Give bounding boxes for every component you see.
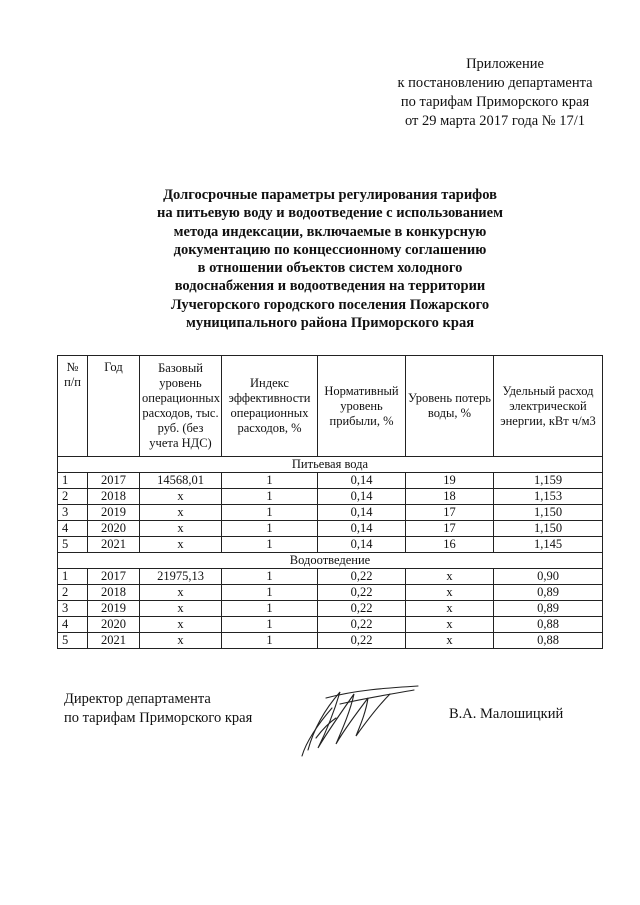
table-cell: 5 (58, 633, 88, 649)
title-line: метода индексации, включаемые в конкурсную (173, 223, 487, 240)
table-cell: 2021 (88, 537, 140, 553)
table-cell: 0,14 (318, 489, 406, 505)
table-cell: 1,150 (494, 505, 603, 521)
table-cell: 19 (406, 473, 494, 489)
appendix-block (385, 55, 605, 131)
table-cell: 1 (222, 601, 318, 617)
table-cell: 1 (222, 633, 318, 649)
title-line: Долгосрочные параметры регулирования тарифов (163, 187, 497, 203)
table-cell: 0,22 (318, 585, 406, 601)
table-cell: 1 (222, 617, 318, 633)
table-row (58, 489, 603, 505)
table-cell: 4 (58, 617, 88, 633)
table-cell: 1,153 (494, 489, 603, 505)
table-cell: 2021 (88, 633, 140, 649)
table-cell: 0,89 (494, 601, 603, 617)
table-cell: 0,88 (494, 617, 603, 633)
table-cell: 1 (222, 537, 318, 553)
table-cell: 1 (222, 569, 318, 585)
table-cell: х (140, 537, 222, 553)
title-line: в отношении объектов систем холодного (197, 260, 463, 277)
table-cell: 0,89 (494, 585, 603, 601)
title-line: водоснабжения и водоотведения на территории (174, 278, 486, 295)
table-cell: 17 (406, 505, 494, 521)
table-row (58, 505, 603, 521)
document-title (120, 186, 540, 332)
table-body (58, 457, 603, 649)
table-cell: 18 (406, 489, 494, 505)
table-cell: 1 (58, 569, 88, 585)
header-number: № п/п (58, 356, 88, 457)
table-cell: 0,22 (318, 617, 406, 633)
table-row (58, 537, 603, 553)
appendix-line: от 29 марта 2017 года № 17/1 (404, 113, 585, 129)
table-cell: 1 (58, 473, 88, 489)
parameters-table (57, 355, 603, 649)
table-row (58, 473, 603, 489)
table-cell: 0,22 (318, 633, 406, 649)
table-cell: х (406, 617, 494, 633)
table-cell: 0,22 (318, 601, 406, 617)
section-row (58, 553, 603, 569)
table-cell: 2 (58, 585, 88, 601)
title-line: муниципального района Приморского края (185, 315, 475, 332)
table-cell: 0,88 (494, 633, 603, 649)
signer-position (64, 690, 252, 728)
table-cell: х (406, 569, 494, 585)
signer-name: В.А. Малошицкий (449, 706, 564, 722)
header-base-costs: Базовый уровень операционных расходов, тыс. руб. (без учета НДС) (140, 356, 222, 457)
table-cell: 2020 (88, 521, 140, 537)
table-header-row (58, 356, 603, 457)
table-cell: 0,14 (318, 473, 406, 489)
header-year: Год (88, 356, 140, 457)
title-line: Лучегорского городского поселения Пожарского (170, 296, 490, 313)
table-row (58, 585, 603, 601)
section-title: Водоотведение (58, 553, 603, 569)
appendix-title: Приложение (466, 56, 544, 72)
table-cell: х (140, 617, 222, 633)
table-cell: 0,14 (318, 505, 406, 521)
table-cell: 5 (58, 537, 88, 553)
table-cell: 1 (222, 585, 318, 601)
table-cell: х (140, 585, 222, 601)
title-line: документацию по концессионному соглашению (173, 241, 487, 258)
table-row (58, 633, 603, 649)
table-cell: 1 (222, 505, 318, 521)
table-cell: 1,159 (494, 473, 603, 489)
table-cell: 1 (222, 489, 318, 505)
table-cell: 2017 (88, 473, 140, 489)
header-water-loss: Уровень потерь воды, % (406, 356, 494, 457)
table-cell: 1,150 (494, 521, 603, 537)
table-cell: 0,90 (494, 569, 603, 585)
table-cell: 2017 (88, 569, 140, 585)
table-cell: х (406, 585, 494, 601)
table-cell: 2018 (88, 489, 140, 505)
appendix-line: по тарифам Приморского края (400, 94, 590, 110)
table-row (58, 601, 603, 617)
table-cell: 2019 (88, 601, 140, 617)
table-cell: х (140, 601, 222, 617)
title-line: на питьевую воду и водоотведение с использованием (157, 205, 503, 222)
table-cell: 1 (222, 473, 318, 489)
table-cell: 2 (58, 489, 88, 505)
table-cell: 0,14 (318, 521, 406, 537)
table-cell: 21975,13 (140, 569, 222, 585)
table-row (58, 569, 603, 585)
table-cell: х (140, 633, 222, 649)
table-cell: 2019 (88, 505, 140, 521)
table-cell: 0,22 (318, 569, 406, 585)
section-title: Питьевая вода (58, 457, 603, 473)
table-cell: х (406, 633, 494, 649)
table-cell: 16 (406, 537, 494, 553)
header-efficiency-index: Индекс эффективности операционных расходов, % (222, 356, 318, 457)
table-cell: 2020 (88, 617, 140, 633)
table-cell: х (406, 601, 494, 617)
header-profit-level: Нормативный уровень прибыли, % (318, 356, 406, 457)
table-cell: 1,145 (494, 537, 603, 553)
table-cell: 3 (58, 505, 88, 521)
table-cell: х (140, 505, 222, 521)
table-row (58, 521, 603, 537)
appendix-line: к постановлению департамента (397, 75, 593, 91)
table-cell: 1 (222, 521, 318, 537)
section-row (58, 457, 603, 473)
table-cell: х (140, 521, 222, 537)
table-cell: 2018 (88, 585, 140, 601)
handwritten-signature (296, 678, 426, 758)
table-cell: 4 (58, 521, 88, 537)
table-cell: 14568,01 (140, 473, 222, 489)
table-cell: 3 (58, 601, 88, 617)
table-cell: 17 (406, 521, 494, 537)
signer-position-line: Директор департамента (64, 691, 211, 707)
header-energy-consumption: Удельный расход электрической энергии, кВт ч/м3 (494, 356, 603, 457)
table-cell: х (140, 489, 222, 505)
signer-position-line: по тарифам Приморского края (64, 710, 253, 726)
table-cell: 0,14 (318, 537, 406, 553)
table-row (58, 617, 603, 633)
